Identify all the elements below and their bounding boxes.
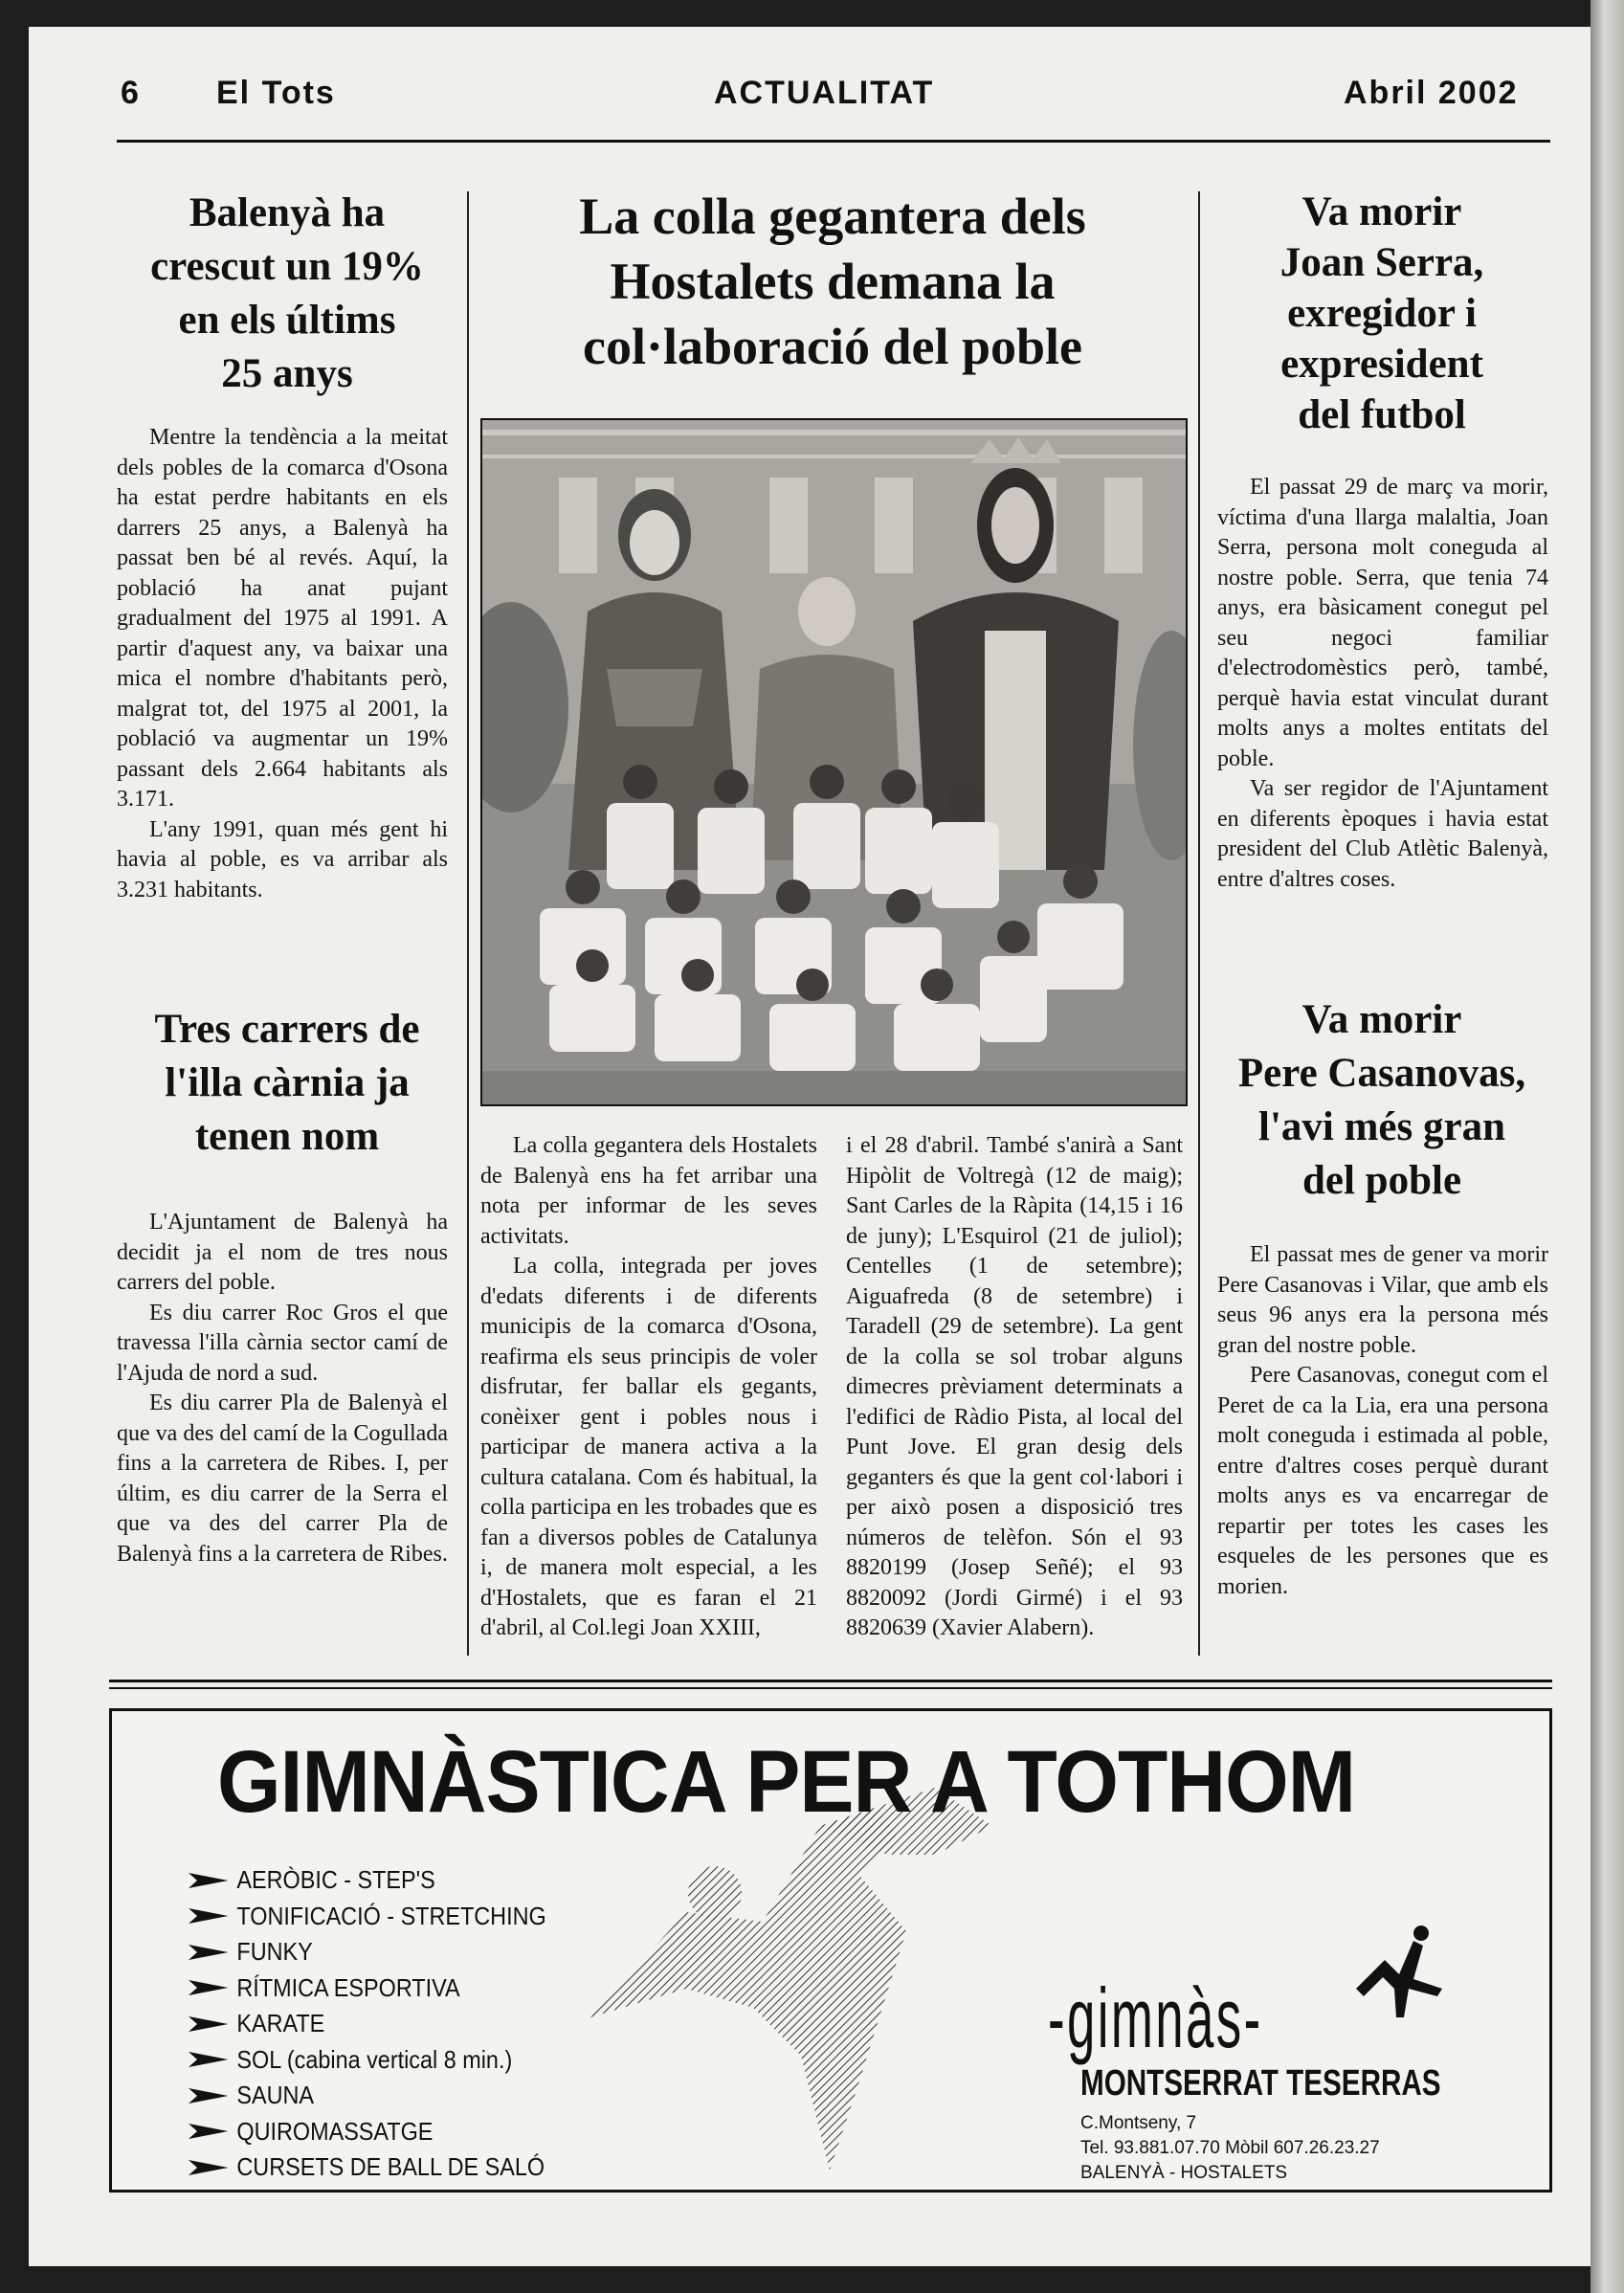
gym-town: BALENYÀ - HOSTALETS bbox=[1080, 2163, 1288, 2183]
issue-date: Abril 2002 bbox=[1344, 75, 1519, 111]
service-item: RÍTMICA ESPORTIVA bbox=[189, 1970, 546, 2007]
headline-streets: Tres carrers de l'illa càrnia ja tenen nom bbox=[154, 1007, 420, 1159]
article-streets: L'Ajuntament de Balenyà ha decidit ja el nom de tres nous carrers del poble. Es diu carrer Roc Gros el que travessa l'illa càrnia sector camí de l'Ajuda de nord a sud. Es diu carrer Pla de Balenyà el que va des del camí de la Cogullada fins a la carretera de Ribes. I, per últim, es diu carrer de la Serra el que va des del carrer Pla de Balenyà fins a la carretera de Ribes. bbox=[117, 1210, 448, 1567]
service-item: SOL (cabina vertical 8 min.) bbox=[189, 2042, 546, 2079]
article-giants-col2: i el 28 d'abril. També s'anirà a Sant Hipòlit de Voltregà (12 de maig); Sant Carles de la Ràpita (14,15 i 16 de juny); L'Esquirol (21 de juliol); Centelles (1 de setembre); Aiguafreda (8 de setembre) i Taradell (29 de setembre). La gent de la colla se sol trobar alguns dimecres prèviament determinats a l'edifici de Ràdio Pista, al local del Punt Jove. El gran desig dels geganters és que la gent col·labori i per això posen a disposició tres números de telèfon. Són el 93 8820199 (Josep Señé); el 93 8820092 (Jordi Girmé) i el 93 8820639 (Xavier Alabern). bbox=[846, 1133, 1183, 1640]
ad-title: GIMNÀSTICA PER A TOTHOM bbox=[217, 1733, 1356, 1831]
arrow-icon bbox=[189, 1906, 228, 1926]
service-item: SAUNA bbox=[189, 2078, 546, 2114]
arrow-icon bbox=[189, 2015, 228, 2034]
arrow-icon bbox=[189, 1978, 228, 1997]
column-rule-left bbox=[467, 191, 469, 1656]
service-item: KARATE bbox=[189, 2006, 546, 2042]
services-list bbox=[189, 1862, 586, 2186]
gym-logo-figures-icon bbox=[1346, 1922, 1452, 2027]
arrow-icon bbox=[189, 2158, 228, 2177]
arrow-icon bbox=[189, 2050, 228, 2069]
publication-name: El Tots bbox=[216, 75, 336, 111]
gym-advertisement bbox=[109, 1708, 1552, 2193]
headline-population: Balenyà ha crescut un 19% en els últims 25 anys bbox=[150, 190, 424, 396]
service-item: CURSETS DE BALL DE SALÓ bbox=[189, 2149, 546, 2186]
article-population: Mentre la tendència a la meitat dels pobles de la comarca d'Osona ha estat perdre habitants en els darrers 25 anys, a Balenyà ha passat ben bé al revés. Aquí, la població ha anat pujant gradualment del 1975 al 1991. A partir d'aquest any, va baixar una mica el nombre d'habitants però, malgrat tot, del 1975 al 2001, la població va augmentar un 19% passant dels 2.664 habitants als 3.171. L'any 1991, quan més gent hi havia al poble, es va arribar als 3.231 habitants. bbox=[117, 425, 448, 902]
arrow-icon bbox=[189, 1943, 228, 1962]
article-joan-serra: El passat 29 de març va morir, víctima d'una llarga malaltia, Joan Serra, persona molt coneguda al nostre poble. Serra, que tenia 74 anys, era bàsicament conegut pel seu negoci familiar d'electrodomèstics però, també, perquè havia estat vinculat durant molts anys a moltes entitats del poble. Va ser regidor de l'Ajuntament en diferents èpoques i havia estat president del Club Atlètic Balenyà, entre d'altres coses. bbox=[1217, 475, 1548, 892]
page-number: 6 bbox=[121, 75, 141, 111]
arrow-icon bbox=[189, 2122, 228, 2141]
gym-address: C.Montseny, 7 bbox=[1080, 2113, 1197, 2133]
ad-top-rule bbox=[109, 1680, 1552, 1682]
headline-giants: La colla gegantera dels Hostalets demana la col·laboració del poble bbox=[579, 188, 1086, 375]
giants-group-photo bbox=[480, 418, 1188, 1106]
column-rule-right bbox=[1198, 191, 1200, 1656]
section-title: ACTUALITAT bbox=[714, 75, 935, 111]
headline-joan-serra: Va morir Joan Serra, exregidor i expresident del futbol bbox=[1279, 189, 1484, 437]
service-item: TONIFICACIÓ - STRETCHING bbox=[189, 1899, 546, 1935]
article-giants-col1: La colla gegantera dels Hostalets de Balenyà ens ha fet arribar una nota per informar de les seves activitats. La colla, integrada per joves d'edats diferents i de diferents municipis de la comarca d'Osona, reafirma els seus principis de voler disfrutar, fer ballar els gegants, conèixer gent i pobles nous i participar de manera activa a la cultura catalana. Com és habitual, la colla participa en les trobades que es fan a diversos pobles de Catalunya i, de manera molt especial, a les d'Hostalets, que es faran el 21 d'abril, al Col.legi Joan XXIII, bbox=[480, 1133, 817, 1640]
gym-phones: Tel. 93.881.07.70 Mòbil 607.26.23.27 bbox=[1080, 2138, 1380, 2158]
article-pere-casanovas: El passat mes de gener va morir Pere Casanovas i Vilar, que amb els seus 96 anys era la persona més gran del nostre poble. Pere Casanovas, conegut com el Peret de ca la Lia, era una persona molt coneguda i estimada al poble, entre d'altres coses perquè durant molts anys es va encarregar de repartir per totes les cases les esqueles de les persones que es morien. bbox=[1217, 1242, 1548, 1599]
service-item: QUIROMASSATGE bbox=[189, 2114, 546, 2150]
service-item: AERÒBIC - STEP'S bbox=[189, 1862, 546, 1899]
ad-top-rule-thin bbox=[109, 1687, 1552, 1689]
magazine-spine bbox=[1591, 0, 1624, 2293]
header-rule bbox=[117, 140, 1550, 143]
headline-pere-casanovas: Va morir Pere Casanovas, l'avi més gran del poble bbox=[1237, 997, 1526, 1203]
service-item: FUNKY bbox=[189, 1934, 546, 1970]
gym-name: -gimnàs- bbox=[1048, 1970, 1263, 2065]
arrow-icon bbox=[189, 2086, 228, 2105]
gym-owner: MONTSERRAT TESERRAS bbox=[1080, 2063, 1441, 2104]
arrow-icon bbox=[189, 1871, 228, 1890]
